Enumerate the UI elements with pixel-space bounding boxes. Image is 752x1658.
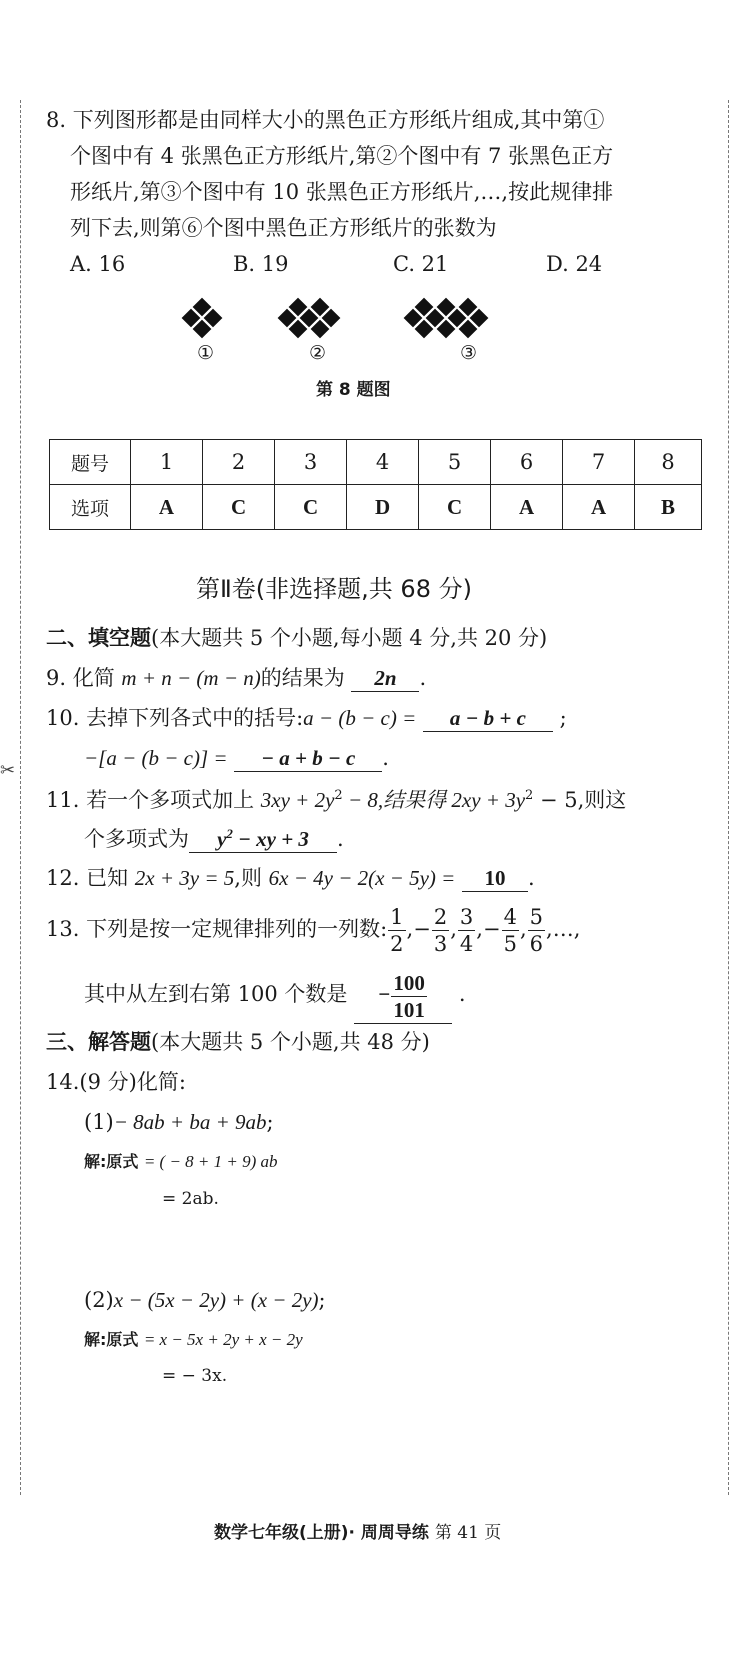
q8-figure-label-3: ③ <box>460 342 478 364</box>
answer-table-number-row <box>50 440 702 485</box>
answer-table-choice: C <box>203 485 275 530</box>
answer-table-number: 1 <box>131 440 203 485</box>
q8-option-d: D. 24 <box>546 252 603 276</box>
q11-line1: 11. 若一个多项式加上 $3xy + 2y^2 - 8$,结果得 $2xy + 3y^2 - 5$,则这 <box>46 788 627 812</box>
q8-option-c: C. 21 <box>393 252 449 276</box>
answer-table-choice: A <box>491 485 563 530</box>
right-cut-line <box>728 100 729 1495</box>
answer-table-number: 7 <box>563 440 635 485</box>
answer-table-choice: C <box>419 485 491 530</box>
q13-fraction: $\frac{1}{2}$ <box>390 904 404 956</box>
q13-line1: 13. 下列是按一定规律排列的一列数: $\frac{1}{2}$ ,− $\frac{2}{3}$ , $\frac{3}{4}$ ,− $\frac{4}{5}$ , $\frac{5}{6}$ ,…, <box>46 904 581 956</box>
answer-table-number: 8 <box>635 440 702 485</box>
q8-figure-1 <box>181 297 223 339</box>
left-cut-line <box>20 100 21 1495</box>
q11-line2: 个多项式为 $y^2$ − xy + 3 . <box>84 826 344 851</box>
answer-table-number: 5 <box>419 440 491 485</box>
q11-answer: $y^2$ − xy + 3 <box>189 827 337 853</box>
q13-fraction: $\frac{3}{4}$ <box>459 904 474 956</box>
section2-heading: 二、填空题(本大题共 5 个小题,每小题 4 分,共 20 分) <box>46 626 548 650</box>
answer-table <box>49 439 702 530</box>
q8-line2: 个图中有 4 张黑色正方形纸片,第②个图中有 7 张黑色正方 <box>70 144 614 168</box>
q13-fraction-sequence: $\frac{1}{2}$ ,− $\frac{2}{3}$ , $\frac{3}{4}$ ,− $\frac{4}{5}$ , $\frac{5}{6}$ <box>390 904 544 956</box>
page-footer: 数学七年级(上册)· 周周导练 第 41 页 <box>214 1523 502 1543</box>
q10-answer-1: a − b + c <box>423 708 553 732</box>
answer-table-header-number: 题号 <box>50 440 131 485</box>
q14-part2: (2)x − (5x − 2y) + (x − 2y); <box>84 1288 326 1312</box>
answer-table-number: 3 <box>275 440 347 485</box>
q14-part2-solution-1: 解:原式 = x − 5x + 2y + x − 2y <box>84 1330 303 1349</box>
q8-figure-label-1: ① <box>197 342 215 364</box>
q8-figure <box>180 296 560 341</box>
q8-figure-2 <box>277 297 341 339</box>
q12: 12. 已知 2x + 3y = 5,则 6x − 4y − 2(x − 5y) = 10 . <box>46 866 535 890</box>
scissor-mark: ✂ <box>0 760 16 781</box>
q10-line1: 10. 去掉下列各式中的括号:a − (b − c) = a − b + c ; <box>46 706 567 730</box>
q8-line3: 形纸片,第③个图中有 10 张黑色正方形纸片,…,按此规律排 <box>70 180 614 204</box>
q8-figure-label-2: ② <box>309 342 327 364</box>
q8-figure-caption: 第 8 题图 <box>316 380 391 400</box>
answer-table-number: 4 <box>347 440 419 485</box>
q14-header: 14.(9 分)化简: <box>46 1070 186 1094</box>
q12-answer: 10 <box>462 868 528 892</box>
part2-title: 第Ⅱ卷(非选择题,共 68 分) <box>196 575 472 603</box>
q13-answer: − $\frac{100}{101}$ <box>354 967 452 1024</box>
q8-option-a: A. 16 <box>70 252 126 276</box>
q14-part1: (1)− 8ab + ba + 9ab; <box>84 1110 274 1134</box>
q13-fraction: $\frac{5}{6}$ <box>529 904 544 956</box>
answer-table-header-choice: 选项 <box>50 485 131 530</box>
q10-answer-2: − a + b − c <box>234 748 382 772</box>
q9-answer: 2n <box>351 668 419 692</box>
answer-table-number: 2 <box>203 440 275 485</box>
q8-figure-3 <box>403 297 489 339</box>
answer-table-choice: C <box>275 485 347 530</box>
q8-line4: 列下去,则第⑥个图中黑色正方形纸片的张数为 <box>70 216 497 240</box>
answer-table-choice-row <box>50 485 702 530</box>
q13-fraction: $\frac{4}{5}$ <box>503 904 517 956</box>
q14-part1-solution-2: = 2ab. <box>162 1189 219 1209</box>
section3-heading: 三、解答题(本大题共 5 个小题,共 48 分) <box>46 1030 430 1054</box>
q13-fraction: $\frac{2}{3}$ <box>433 904 448 956</box>
answer-table-choice: D <box>347 485 419 530</box>
q8-option-b: B. 19 <box>233 252 289 276</box>
q8-line1: 8. 下列图形都是由同样大小的黑色正方形纸片组成,其中第① <box>46 108 605 132</box>
answer-table-choice: A <box>131 485 203 530</box>
q9: 9. 化简 m + n − (m − n)的结果为 2n . <box>46 666 427 690</box>
answer-table-number: 6 <box>491 440 563 485</box>
q14-part2-solution-2: = − 3x. <box>162 1366 228 1386</box>
answer-table-choice: B <box>635 485 702 530</box>
answer-table-choice: A <box>563 485 635 530</box>
q13-line2: 其中从左到右第 100 个数是 − $\frac{100}{101}$ . <box>84 967 466 1024</box>
q14-part1-solution-1: 解:原式 = ( − 8 + 1 + 9) ab <box>84 1152 278 1171</box>
q10-line2: −[a − (b − c)] = − a + b − c . <box>84 746 389 770</box>
